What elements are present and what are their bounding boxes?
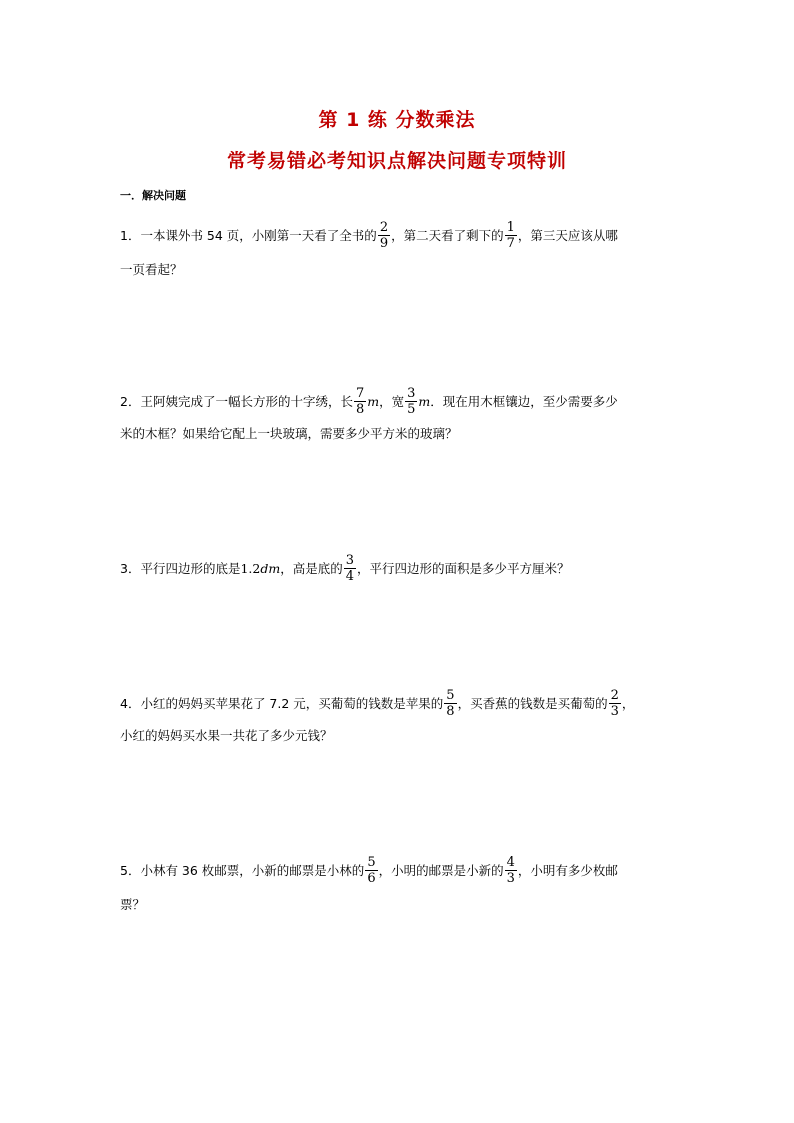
fraction (444, 689, 456, 718)
fraction-denominator: 4 (345, 569, 355, 584)
question-text: 票？ (120, 897, 146, 912)
question-text: 米的木框？如果给它配上一块玻璃，需要多少平方米的玻璃？ (120, 426, 458, 441)
fraction-denominator: 5 (407, 402, 416, 417)
unit: m (418, 394, 431, 409)
section-heading: 一．解决问题 (120, 189, 186, 202)
fraction-numerator: 1 (506, 220, 515, 235)
question-text: 小红的妈妈买苹果花了 7.2 元，买葡萄的钱数是苹果的 (140, 696, 444, 711)
question-4-line-1 (120, 690, 634, 719)
value: 1.2 (240, 561, 261, 576)
question-text: 一本课外书 54 页，小刚第一天看了全书的 (140, 228, 377, 243)
question-3-line-1 (120, 555, 570, 584)
question-number: 3． (120, 561, 141, 576)
fraction (344, 554, 356, 583)
fraction (354, 387, 366, 416)
question-1-line-1 (120, 222, 618, 251)
unit: dm (260, 561, 281, 576)
fraction-denominator: 9 (379, 236, 389, 251)
question-text: ，小明的邮票是小新的 (378, 863, 504, 878)
fraction (609, 689, 621, 718)
fraction-numerator: 4 (506, 855, 515, 870)
question-text: ，小明有多少枚邮 (517, 863, 618, 878)
question-text: ，买香蕉的钱数是买葡萄的 (457, 696, 608, 711)
question-text: ，第二天看了剩下的 (391, 228, 504, 243)
question-text: ，平行四边形的面积是多少平方厘米？ (357, 561, 570, 576)
fraction-denominator: 7 (506, 236, 515, 251)
unit: m (367, 394, 380, 409)
question-4-line-2 (120, 730, 333, 743)
question-2-line-2 (120, 428, 458, 441)
question-text: 王阿姨完成了一幅长方形的十字绣，长 (140, 394, 353, 409)
fraction-numerator: 3 (407, 386, 416, 401)
fraction-denominator: 6 (367, 871, 376, 886)
page-subtitle: 常考易错必考知识点解决问题专项特训 (226, 150, 567, 172)
fraction (505, 856, 517, 885)
fraction (405, 387, 417, 416)
question-text: 一页看起？ (120, 262, 183, 277)
fraction (365, 856, 377, 885)
fraction-denominator: 3 (610, 704, 619, 719)
fraction-numerator: 3 (345, 553, 355, 568)
fraction (378, 221, 390, 250)
fraction-denominator: 3 (506, 871, 515, 886)
question-text: 平行四边形的底是 (140, 561, 241, 576)
question-5-line-1 (120, 857, 618, 886)
question-text: ， (621, 696, 635, 711)
fraction-numerator: 2 (610, 688, 619, 703)
question-2-line-1 (120, 388, 618, 417)
question-number: 1． (120, 228, 141, 243)
question-1-line-2 (120, 264, 183, 277)
question-number: 2． (120, 394, 141, 409)
question-text: ，第三天应该从哪 (517, 228, 618, 243)
question-text: ，高是底的 (280, 561, 343, 576)
question-text: ．现在用木框镶边，至少需要多少 (430, 394, 618, 409)
fraction-numerator: 5 (367, 855, 376, 870)
fraction-numerator: 7 (355, 386, 365, 401)
page-title: 第 1 练 分数乘法 (318, 109, 476, 131)
question-text: 小林有 36 枚邮票，小新的邮票是小林的 (140, 863, 365, 878)
fraction-denominator: 8 (446, 704, 455, 719)
fraction-numerator: 2 (379, 220, 389, 235)
fraction-denominator: 8 (355, 402, 365, 417)
fraction-numerator: 5 (446, 688, 455, 703)
question-5-line-2 (120, 899, 145, 912)
fraction (505, 221, 517, 250)
question-number: 4． (120, 696, 141, 711)
question-text: ，宽 (379, 394, 405, 409)
question-number: 5． (120, 863, 141, 878)
question-text: 小红的妈妈买水果一共花了多少元钱？ (120, 728, 333, 743)
